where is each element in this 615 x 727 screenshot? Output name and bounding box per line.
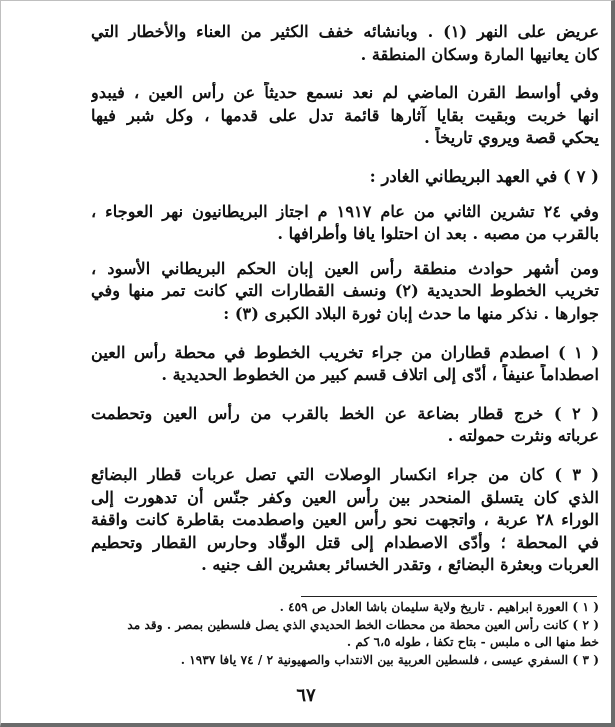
text-line: جوارها . نذكر منها ما حدث إبان ثورة البلاد الكبرى (٣) : (223, 303, 599, 323)
text-line: يحكي قصة ويروي تاريخاً . (424, 128, 599, 148)
paragraph-1917 (91, 201, 599, 246)
text-line: عريض على النهر (١) . وبانشائه خفف الكثير من العناء والأخطار التي (91, 22, 599, 41)
text-line: بالقرب من مصبه . بعد ان احتلوا يافا وأطرافها . (277, 224, 599, 244)
text-line: العربات وبعثرة البضائع ، وتقدر الخسائر بعشرين الف جنيه . (201, 555, 599, 575)
text-line: تخريب الخطوط الحديدية (٢) ونسف القطارات التي كانت تمر منها وفي (91, 281, 599, 301)
body-text (91, 1, 599, 577)
page-number: ٦٧ (296, 685, 316, 706)
text-line: ( ١ ) اصطدم قطاران من جراء تخريب الخطوط في محطة رأس العين (91, 342, 599, 362)
text-line: ومن أشهر حوادث منطقة رأس العين إبان الحكم البريطاني الأسود ، (91, 258, 599, 278)
text-line: اصطداماً عنيفاً ، أدّى إلى اتلاف قسم كبير من الخطوط الحديدية . (161, 365, 599, 385)
footnote-divider (301, 596, 597, 597)
section-heading: ( ٧ ) في العهد البريطاني الغادر : (369, 166, 599, 186)
text-line: الذي كان يتسلق المنحدر بين رأس العين وكفر جنّس أن تدهورت إلى (91, 487, 599, 507)
text-line: الوراء ٢٨ عربة ، واتجهت نحو رأس العين واصطدمت بقاطرة كانت واقفة (91, 510, 599, 530)
footnote-2: ( ٢ ) كانت رأس العين محطة من محطات الخط الحديدي الذي يصل فلسطين بمصر . وقد مد (127, 617, 599, 632)
text-line: وفي ٢٤ تشرين الثاني من عام ١٩١٧ م اجتاز البريطانيون نهر العوجاء ، (91, 201, 599, 221)
text-line: كان يعانيها المارة وسكان المنطقة . (360, 44, 599, 64)
paragraph-item-3 (91, 464, 599, 577)
paragraph-last-century (91, 82, 599, 150)
text-line: ( ٣ ) كان من جراء انكسار الوصلات التي تصل عربات قطار البضائع (91, 464, 599, 484)
paragraph-item-2 (91, 403, 599, 448)
text-line: ( ٢ ) خرج قطار بضاعة عن الخط بالقرب من رأس العين وتحطمت (91, 403, 599, 423)
footnote-2-continued: خط منها الى ه ملبس - بتاح تكفا ، طوله ٦،٥ كم . (346, 635, 599, 649)
text-line: انها خربت وبقيت بقايا آثارها قائمة تدل على قدمها ، وكل شبر فيها (91, 105, 599, 125)
footnote-3: ( ٣ ) السفري عيسى ، فلسطين العربية بين الانتداب والصهيونية ٢ / ٧٤ يافا ١٩٣٧ . (180, 652, 599, 667)
text-line: عرباته ونثرت حمولته . (447, 426, 599, 446)
footnote-1: ( ١ ) العورة ابراهيم . تاريخ ولاية سليمان باشا العادل ص ٤٥٩ . (279, 600, 599, 614)
footnotes (91, 599, 599, 669)
text-line: وفي أواسط القرن الماضي لم نعد نسمع حديثاً عن رأس العين ، فيبدو (91, 83, 599, 103)
paragraph-bridge (91, 21, 599, 66)
paragraph-item-1 (91, 342, 599, 387)
text-line: في المحطة ؛ وأدّى الاصطدام إلى قتل الوقّاد وحارس القطار وتحطيم (91, 532, 599, 552)
paragraph-incidents (91, 258, 599, 326)
